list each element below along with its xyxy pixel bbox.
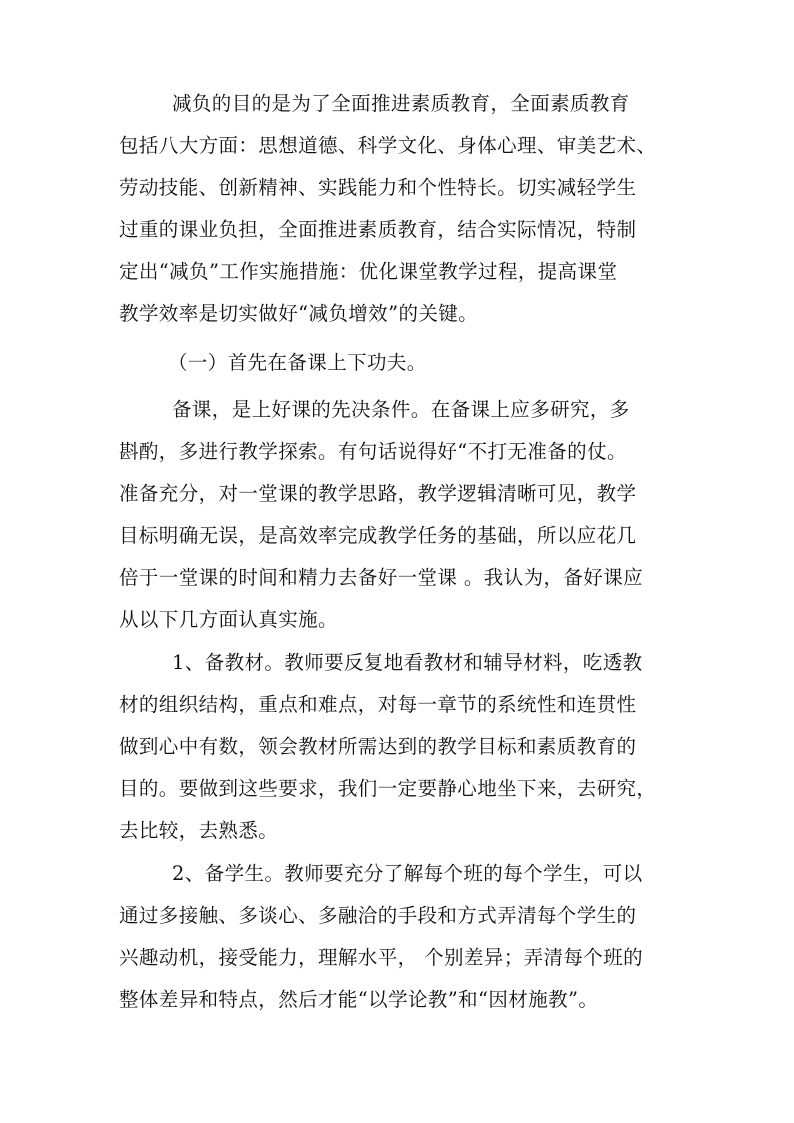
text-line: 准备充分，对一堂课的教学思路，教学逻辑清晰可见，教学 [119,482,637,505]
text-line: 兴趣动机，接受能力，理解水平， 个别差异；弄清每个班的 [119,946,643,969]
text-line: 做到心中有数，领会教材所需达到的教学目标和素质教育的 [119,735,637,758]
text-line: 去比较，去熟悉。 [119,819,279,842]
text-line: 定出“减负”工作实施措施：优化课堂教学过程，提高课堂 [119,260,618,283]
text-line: 减负的目的是为了全面推进素质教育，全面素质教育 [172,92,630,115]
text-line: 通过多接触、多谈心、多融洽的手段和方式弄清每个学生的 [119,904,637,927]
text-line: 从以下几方面认真实施。 [119,608,338,631]
text-line: 目标明确无误，是高效率完成教学任务的基础，所以应花几 [119,524,637,547]
section-heading: （一）首先在备课上下功夫。 [168,351,427,374]
text-line: 过重的课业负担，全面推进素质教育，结合实际情况，特制 [119,218,637,241]
text-line: 包括八大方面：思想道德、科学文化、身体心理、审美艺术、 [119,134,657,157]
text-line: 斟酌，多进行教学探索。有句话说得好“不打无准备的仗。 [119,440,627,463]
text-line: 1、备教材。教师要反复地看教材和辅导材料，吃透教 [172,651,643,674]
text-line: 劳动技能、创新精神、实践能力和个性特长。切实减轻学生 [119,176,637,199]
text-line: 整体差异和特点，然后才能“以学论教”和“因材施教”。 [119,988,599,1011]
text-line: 倍于一堂课的时间和精力去备好一堂课 。我认为，备好课应 [119,566,643,589]
text-line: 备课，是上好课的先决条件。在备课上应多研究，多 [172,398,630,421]
text-line: 教学效率是切实做好“减负增效”的关键。 [119,302,479,325]
text-line: 目的。要做到这些要求，我们一定要静心地坐下来，去研究， [119,777,657,800]
text-line: 2、备学生。教师要充分了解每个班的每个学生，可以 [172,862,643,885]
text-line: 材的组织结构，重点和难点，对每一章节的系统性和连贯性 [119,693,637,716]
